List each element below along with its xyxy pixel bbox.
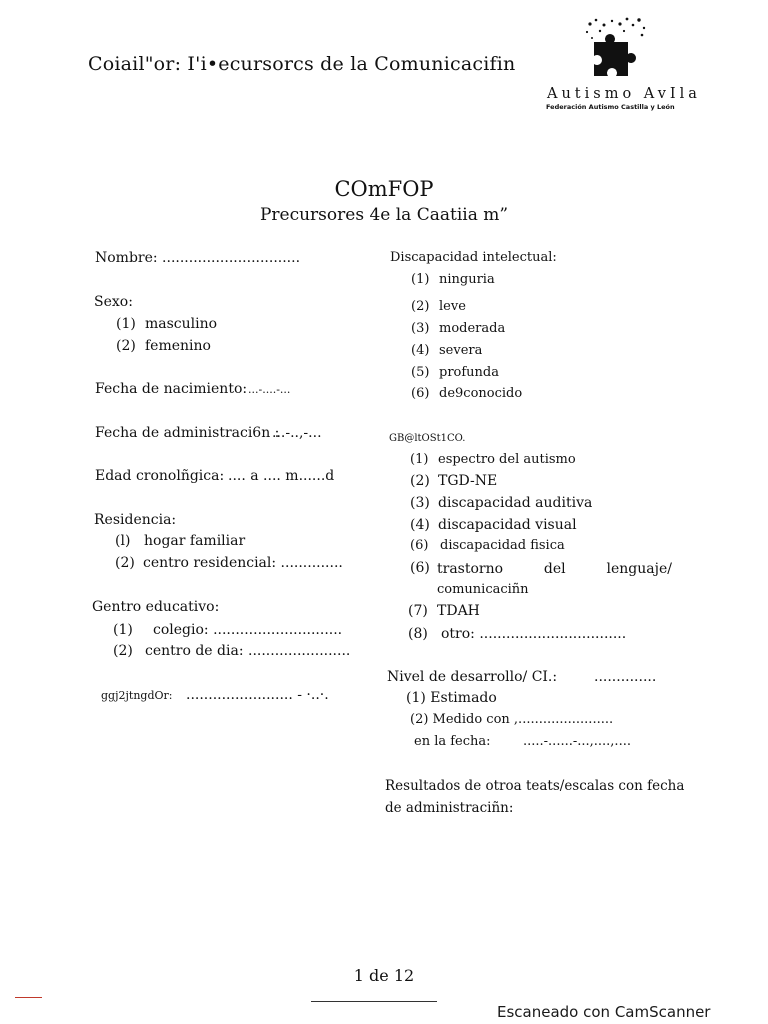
- trastorno-word-3: lenguaje/: [606, 561, 672, 577]
- diagnostico-label: GB@ltOSt1CO.: [389, 433, 466, 444]
- nivel-fecha-value: .....-......-...,....,....: [523, 734, 631, 749]
- diagnostico-option-number: (4): [410, 517, 430, 533]
- diagnostico-option: espectro del autismo: [438, 452, 576, 467]
- nivel-desarrollo-label: Nivel de desarrollo/ CI.:: [387, 669, 558, 685]
- sexo-label: Sexo:: [94, 294, 133, 310]
- edad-value: .... a .... m......d: [228, 468, 335, 484]
- diagnostico-option: TGD-NE: [438, 473, 498, 489]
- residencia-option-2-number: (2): [115, 555, 135, 571]
- centro-option-1: colegio: .............................: [153, 622, 343, 638]
- diagnostico-option: discapacidad fisica: [440, 538, 565, 553]
- discapacidad-label: Discapacidad intelectual:: [390, 250, 557, 265]
- discapacidad-option-number: (5): [411, 365, 430, 380]
- diagnostico-left-label: ggj2jtngdOr:: [101, 689, 173, 702]
- tdah-option: TDAH: [437, 603, 480, 619]
- centro-option-2: centro de dia: .......................: [145, 643, 351, 659]
- document-title: COmFOP: [334, 177, 434, 201]
- residencia-label: Residencia:: [94, 512, 177, 528]
- fecha-administracion-value: ...-..,-...: [272, 425, 322, 441]
- diagnostico-option: discapacidad auditiva: [438, 495, 593, 511]
- discapacidad-option-number: (1): [411, 272, 430, 287]
- fecha-nacimiento-value: ...-....-...: [248, 383, 291, 396]
- nombre-field: Nombre: ...............................: [95, 250, 301, 266]
- residencia-option-2: centro residencial: ..............: [143, 555, 343, 571]
- resultados-line-1: Resultados de otroa teats/escalas con fecha: [385, 778, 685, 794]
- discapacidad-option-number: (4): [411, 343, 430, 358]
- puzzle-logo-icon: [584, 16, 648, 84]
- discapacidad-option-number: (2): [411, 299, 430, 314]
- fecha-administracion-label: Fecha de administraci6n :: [95, 425, 280, 441]
- otro-number: (8): [408, 626, 428, 642]
- resultados-line-2: de administraciñn:: [385, 800, 514, 816]
- nivel-medido: (2) Medido con ,.......................: [410, 712, 614, 727]
- centro-educativo-label: Gentro educativo:: [92, 599, 220, 615]
- centro-option-1-number: (1): [113, 622, 133, 638]
- header-title: Coiail"or: I'i•ecursorcs de la Comunicacifin: [88, 53, 516, 75]
- residencia-option-1-number: (l): [115, 533, 131, 549]
- sexo-option-2-number: (2): [116, 338, 136, 354]
- sexo-option-2: femenino: [145, 338, 211, 354]
- discapacidad-option: severa: [439, 343, 483, 358]
- discapacidad-option: ninguria: [439, 272, 495, 287]
- nivel-fecha-label: en la fecha:: [414, 734, 491, 749]
- trastorno-line: [437, 558, 672, 580]
- fecha-nacimiento-label: Fecha de nacimiento:: [95, 381, 248, 397]
- otro-option: otro: .................................: [441, 626, 627, 642]
- residencia-option-1: hogar familiar: [144, 533, 246, 549]
- logo-subtitle: Federación Autismo Castilla y León: [546, 103, 675, 111]
- diagnostico-option-number: (3): [410, 495, 430, 511]
- sexo-option-1: masculino: [145, 316, 218, 332]
- footer-rule: [311, 1001, 437, 1002]
- trastorno-word-2: del: [543, 561, 566, 577]
- logo-brand: Autismo AvIla: [547, 86, 701, 102]
- tdah-number: (7): [408, 603, 428, 619]
- diagnostico-option-number: (6): [410, 538, 429, 553]
- diagnostico-left-value: ........................ - ·..·.: [186, 687, 329, 703]
- nivel-desarrollo-value: ..............: [594, 669, 657, 685]
- page-number: 1 de 12: [353, 966, 415, 985]
- diagnostico-option-number: (1): [410, 452, 429, 467]
- discapacidad-option: de9conocido: [439, 386, 523, 401]
- red-mark: [15, 997, 42, 998]
- discapacidad-option: moderada: [439, 321, 506, 336]
- nivel-estimado: (1) Estimado: [406, 690, 497, 706]
- diagnostico-option-number: (2): [410, 473, 430, 489]
- discapacidad-option-number: (6): [411, 386, 430, 401]
- diagnostico-option: discapacidad visual: [438, 517, 577, 533]
- document-subtitle: Precursores 4e la Caatiia m”: [259, 205, 509, 225]
- discapacidad-option: profunda: [439, 365, 499, 380]
- sexo-option-1-number: (1): [116, 316, 136, 332]
- discapacidad-option-number: (3): [411, 321, 430, 336]
- discapacidad-option: leve: [439, 299, 466, 314]
- trastorno-word-1: trastorno: [437, 561, 504, 577]
- trastorno-number: (6): [410, 560, 430, 576]
- edad-label: Edad cronolñgica:: [95, 468, 225, 484]
- centro-option-2-number: (2): [113, 643, 133, 659]
- scanner-watermark: Escaneado con CamScanner: [497, 1003, 711, 1021]
- trastorno-continuation: comunicaciñn: [437, 582, 529, 597]
